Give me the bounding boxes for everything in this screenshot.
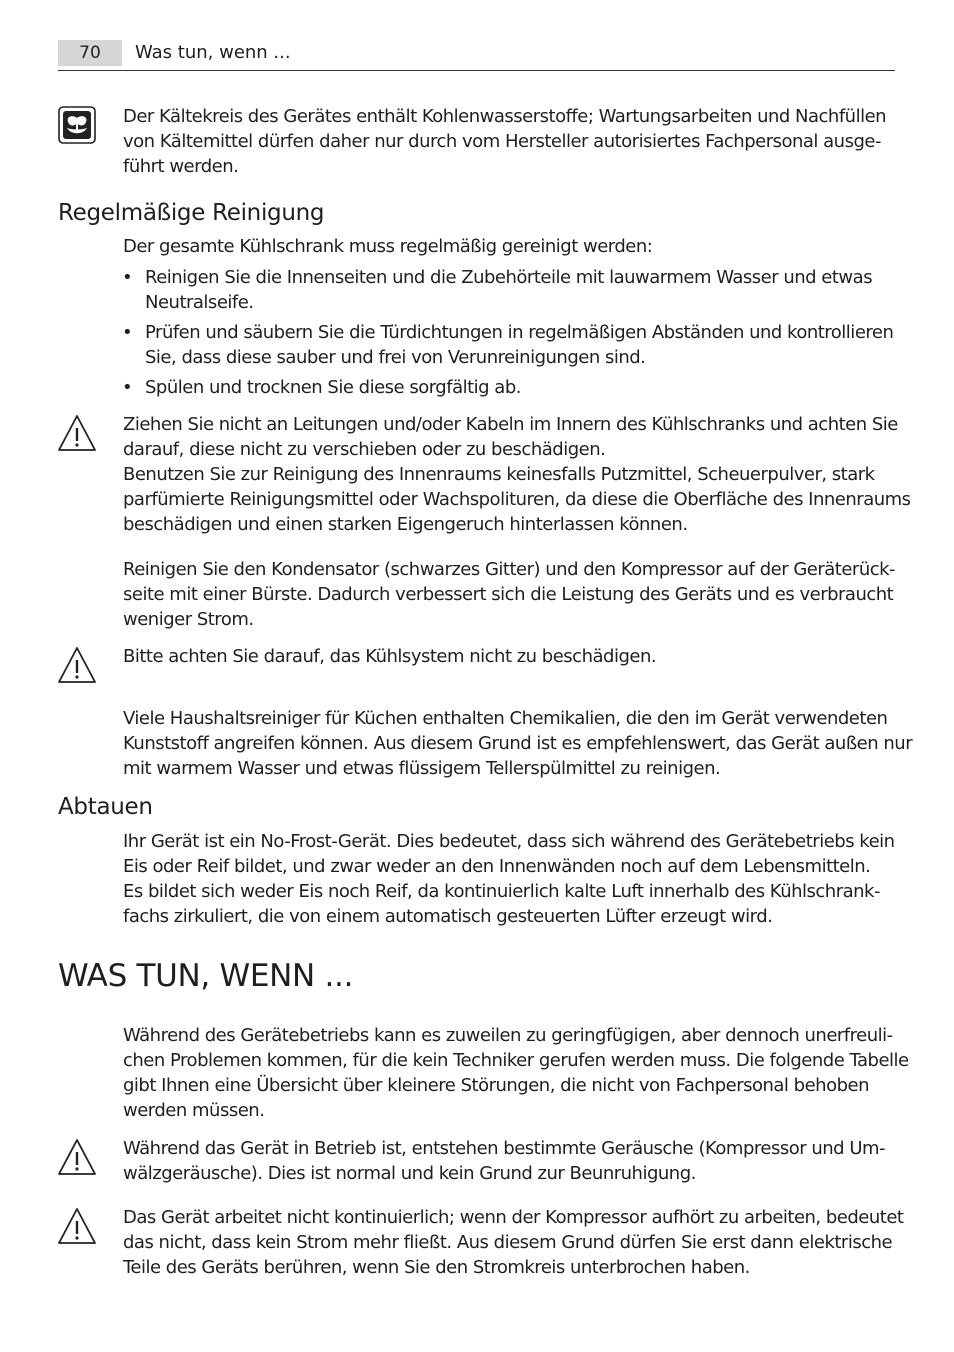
troubleshooting-intro: Während des Gerätebetriebs kann es zuweilen zu geringfügigen, aber dennoch unerfreuli- chen Problemen kommen, für die kein Techniker gerufen werden muss. Die folgende Tabelle gibt Ihnen eine Übersicht über kleinere Störungen, die nicht von Fachpersonal behoben werden müssen. xyxy=(123,1025,909,1121)
warning-note-cooling-system: Bitte achten Sie darauf, das Kühlsystem nicht zu beschädigen. xyxy=(123,646,657,667)
cleaning-intro: Der gesamte Kühlschrank muss regelmäßig gereinigt werden: xyxy=(123,236,653,257)
warning-note-noises: Während das Gerät in Betrieb ist, entstehen bestimmte Geräusche (Kompressor und Um- wälzgeräusche). Dies ist normal und kein Grund zur Beunruhigung. xyxy=(123,1138,886,1184)
warning-icon xyxy=(57,1137,97,1177)
bullet-icon: • xyxy=(122,322,133,343)
environment-icon xyxy=(57,105,97,145)
header-rule xyxy=(58,70,895,71)
bullet-icon: • xyxy=(122,377,133,398)
cleaners-paragraph: Viele Haushaltsreiniger für Küchen enthalten Chemikalien, die den im Gerät verwendeten Kunststoff angreifen können. Aus diesem Grund ist es empfehlenswert, das Gerät außen nur mit warmem Wasser und etwas flüssigem Tellerspülmittel zu reinigen. xyxy=(123,708,913,779)
bullet-icon: • xyxy=(122,267,133,288)
warning-icon xyxy=(57,413,97,453)
environment-note: Der Kältekreis des Gerätes enthält Kohlenwasserstoffe; Wartungsarbeiten und Nachfüllen von Kältemittel dürfen daher nur durch vom Hersteller autorisiertes Fachpersonal ausge- führt werden. xyxy=(123,106,887,177)
warning-icon xyxy=(57,645,97,685)
section-heading-cleaning: Regelmäßige Reinigung xyxy=(58,200,325,226)
page-number: 70 xyxy=(58,40,122,66)
defrost-paragraph: Ihr Gerät ist ein No-Frost-Gerät. Dies bedeutet, dass sich während des Gerätebetriebs kein Eis oder Reif bildet, und zwar weder an den Innenwänden noch auf dem Lebensmitteln. Es bildet sich weder Eis noch Reif, da kontinuierlich kalte Luft innerhalb des Kühlschrank- fachs zirkuliert, die von einem automatisch gesteuerten Lüfter erzeugt wird. xyxy=(123,831,895,927)
warning-note-power: Das Gerät arbeitet nicht kontinuierlich; wenn der Kompressor aufhört zu arbeiten, bedeutet das nicht, dass kein Strom mehr fließt. Aus diesem Grund dürfen Sie erst dann elektrische Teile des Geräts berühren, wenn Sie den Stromkreis unterbrochen haben. xyxy=(123,1207,904,1278)
list-item: • Prüfen und säubern Sie die Türdichtungen in regelmäßigen Abständen und kontrollieren Sie, dass diese sauber und frei von Verunreinigungen sind. xyxy=(122,322,894,368)
list-item: • Spülen und trocknen Sie diese sorgfältig ab. xyxy=(122,377,521,398)
section-heading-defrost: Abtauen xyxy=(58,794,153,820)
warning-icon xyxy=(57,1206,97,1246)
condenser-paragraph: Reinigen Sie den Kondensator (schwarzes Gitter) und den Kompressor auf der Geräterück- seite mit einer Bürste. Dadurch verbessert sich die Leistung des Geräts und es verbraucht weniger Strom. xyxy=(123,559,896,630)
list-item: • Reinigen Sie die Innenseiten und die Zubehörteile mit lauwarmem Wasser und etwas Neutralseife. xyxy=(122,267,873,313)
warning-note-cables: Ziehen Sie nicht an Leitungen und/oder Kabeln im Innern des Kühlschranks und achten Sie darauf, diese nicht zu verschieben oder zu beschädigen. Benutzen Sie zur Reinigung des Innenraums keinesfalls Putzmittel, Scheuerpulver, stark parfümierte Reinigungsmittel oder Wachspolituren, da diese die Oberfläche des Innenraums beschädigen und einen starken Eigengeruch hinterlassen können. xyxy=(123,414,911,535)
running-title: Was tun, wenn ... xyxy=(135,42,291,63)
chapter-title: WAS TUN, WENN ... xyxy=(58,958,354,994)
